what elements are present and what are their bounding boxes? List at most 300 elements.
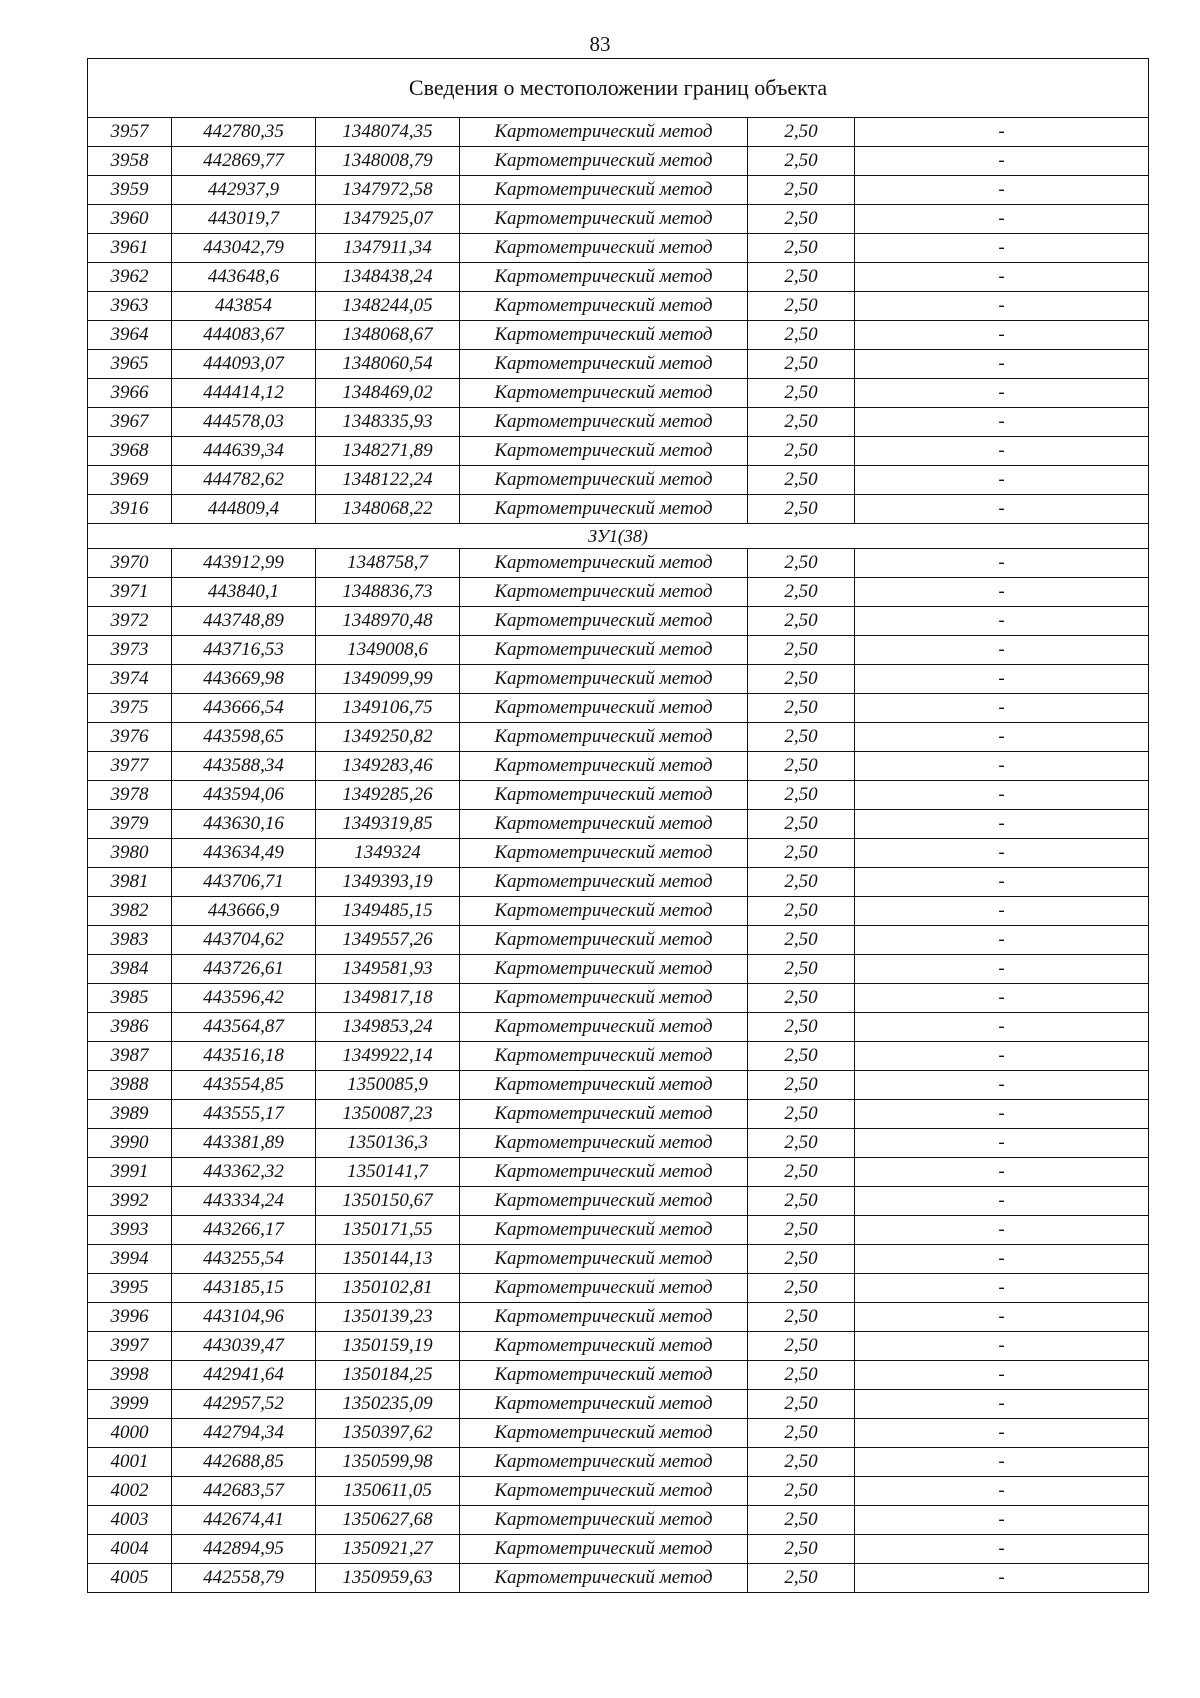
point-number-cell: 3957 bbox=[88, 118, 172, 147]
table-row bbox=[88, 321, 1149, 350]
accuracy-cell: 2,50 bbox=[748, 636, 855, 665]
method-cell: Картометрический метод bbox=[460, 665, 748, 694]
point-number-cell: 3967 bbox=[88, 408, 172, 437]
description-cell: - bbox=[855, 1187, 1149, 1216]
table-row bbox=[88, 263, 1149, 292]
description-cell: - bbox=[855, 321, 1149, 350]
x-coordinate-cell: 443362,32 bbox=[172, 1158, 316, 1187]
y-coordinate-cell: 1350139,23 bbox=[316, 1303, 460, 1332]
description-cell: - bbox=[855, 205, 1149, 234]
table-row bbox=[88, 466, 1149, 495]
table-row bbox=[88, 1158, 1149, 1187]
description-cell: - bbox=[855, 1100, 1149, 1129]
point-number-cell: 3991 bbox=[88, 1158, 172, 1187]
accuracy-cell: 2,50 bbox=[748, 1071, 855, 1100]
method-cell: Картометрический метод bbox=[460, 1187, 748, 1216]
method-cell: Картометрический метод bbox=[460, 549, 748, 578]
method-cell: Картометрический метод bbox=[460, 926, 748, 955]
description-cell: - bbox=[855, 868, 1149, 897]
table-row bbox=[88, 437, 1149, 466]
x-coordinate-cell: 442894,95 bbox=[172, 1535, 316, 1564]
x-coordinate-cell: 442869,77 bbox=[172, 147, 316, 176]
x-coordinate-cell: 443598,65 bbox=[172, 723, 316, 752]
table-row bbox=[88, 1448, 1149, 1477]
y-coordinate-cell: 1350397,62 bbox=[316, 1419, 460, 1448]
accuracy-cell: 2,50 bbox=[748, 1303, 855, 1332]
accuracy-cell: 2,50 bbox=[748, 176, 855, 205]
x-coordinate-cell: 443666,54 bbox=[172, 694, 316, 723]
table-row bbox=[88, 752, 1149, 781]
table-row bbox=[88, 1506, 1149, 1535]
y-coordinate-cell: 1348060,54 bbox=[316, 350, 460, 379]
description-cell: - bbox=[855, 1158, 1149, 1187]
y-coordinate-cell: 1350159,19 bbox=[316, 1332, 460, 1361]
point-number-cell: 3961 bbox=[88, 234, 172, 263]
table-row bbox=[88, 578, 1149, 607]
x-coordinate-cell: 443019,7 bbox=[172, 205, 316, 234]
y-coordinate-cell: 1350141,7 bbox=[316, 1158, 460, 1187]
method-cell: Картометрический метод bbox=[460, 839, 748, 868]
x-coordinate-cell: 443596,42 bbox=[172, 984, 316, 1013]
point-number-cell: 4003 bbox=[88, 1506, 172, 1535]
y-coordinate-cell: 1350102,81 bbox=[316, 1274, 460, 1303]
y-coordinate-cell: 1349557,26 bbox=[316, 926, 460, 955]
table-row bbox=[88, 549, 1149, 578]
y-coordinate-cell: 1348271,89 bbox=[316, 437, 460, 466]
description-cell: - bbox=[855, 1390, 1149, 1419]
accuracy-cell: 2,50 bbox=[748, 1332, 855, 1361]
y-coordinate-cell: 1348074,35 bbox=[316, 118, 460, 147]
method-cell: Картометрический метод bbox=[460, 495, 748, 524]
table-row bbox=[88, 176, 1149, 205]
table-body bbox=[88, 59, 1149, 1593]
x-coordinate-cell: 443669,98 bbox=[172, 665, 316, 694]
table-row bbox=[88, 147, 1149, 176]
point-number-cell: 3997 bbox=[88, 1332, 172, 1361]
table-row bbox=[88, 408, 1149, 437]
section-label: ЗУ1(38) bbox=[88, 524, 1149, 549]
x-coordinate-cell: 443334,24 bbox=[172, 1187, 316, 1216]
point-number-cell: 3970 bbox=[88, 549, 172, 578]
accuracy-cell: 2,50 bbox=[748, 1564, 855, 1593]
description-cell: - bbox=[855, 1564, 1149, 1593]
table-row bbox=[88, 1216, 1149, 1245]
y-coordinate-cell: 1350599,98 bbox=[316, 1448, 460, 1477]
y-coordinate-cell: 1350144,13 bbox=[316, 1245, 460, 1274]
table-row bbox=[88, 1477, 1149, 1506]
accuracy-cell: 2,50 bbox=[748, 1390, 855, 1419]
table-row bbox=[88, 810, 1149, 839]
point-number-cell: 3999 bbox=[88, 1390, 172, 1419]
x-coordinate-cell: 443039,47 bbox=[172, 1332, 316, 1361]
accuracy-cell: 2,50 bbox=[748, 868, 855, 897]
method-cell: Картометрический метод bbox=[460, 176, 748, 205]
method-cell: Картометрический метод bbox=[460, 1303, 748, 1332]
x-coordinate-cell: 444093,07 bbox=[172, 350, 316, 379]
x-coordinate-cell: 444782,62 bbox=[172, 466, 316, 495]
x-coordinate-cell: 444639,34 bbox=[172, 437, 316, 466]
table-row bbox=[88, 1390, 1149, 1419]
method-cell: Картометрический метод bbox=[460, 1129, 748, 1158]
method-cell: Картометрический метод bbox=[460, 466, 748, 495]
description-cell: - bbox=[855, 1506, 1149, 1535]
x-coordinate-cell: 443912,99 bbox=[172, 549, 316, 578]
x-coordinate-cell: 444578,03 bbox=[172, 408, 316, 437]
point-number-cell: 3966 bbox=[88, 379, 172, 408]
point-number-cell: 3979 bbox=[88, 810, 172, 839]
point-number-cell: 3984 bbox=[88, 955, 172, 984]
method-cell: Картометрический метод bbox=[460, 1419, 748, 1448]
x-coordinate-cell: 443726,61 bbox=[172, 955, 316, 984]
section-header-row bbox=[88, 524, 1149, 549]
description-cell: - bbox=[855, 1535, 1149, 1564]
y-coordinate-cell: 1349319,85 bbox=[316, 810, 460, 839]
point-number-cell: 3974 bbox=[88, 665, 172, 694]
method-cell: Картометрический метод bbox=[460, 955, 748, 984]
description-cell: - bbox=[855, 292, 1149, 321]
description-cell: - bbox=[855, 1477, 1149, 1506]
accuracy-cell: 2,50 bbox=[748, 665, 855, 694]
method-cell: Картометрический метод bbox=[460, 118, 748, 147]
accuracy-cell: 2,50 bbox=[748, 752, 855, 781]
method-cell: Картометрический метод bbox=[460, 1390, 748, 1419]
description-cell: - bbox=[855, 578, 1149, 607]
y-coordinate-cell: 1347925,07 bbox=[316, 205, 460, 234]
accuracy-cell: 2,50 bbox=[748, 205, 855, 234]
table-row bbox=[88, 1564, 1149, 1593]
x-coordinate-cell: 443840,1 bbox=[172, 578, 316, 607]
method-cell: Картометрический метод bbox=[460, 1448, 748, 1477]
table-row bbox=[88, 636, 1149, 665]
method-cell: Картометрический метод bbox=[460, 1013, 748, 1042]
table-row bbox=[88, 1303, 1149, 1332]
y-coordinate-cell: 1347972,58 bbox=[316, 176, 460, 205]
point-number-cell: 3996 bbox=[88, 1303, 172, 1332]
point-number-cell: 3988 bbox=[88, 1071, 172, 1100]
table-row bbox=[88, 1071, 1149, 1100]
description-cell: - bbox=[855, 1303, 1149, 1332]
x-coordinate-cell: 443564,87 bbox=[172, 1013, 316, 1042]
x-coordinate-cell: 443266,17 bbox=[172, 1216, 316, 1245]
table-row bbox=[88, 781, 1149, 810]
x-coordinate-cell: 443185,15 bbox=[172, 1274, 316, 1303]
y-coordinate-cell: 1350184,25 bbox=[316, 1361, 460, 1390]
method-cell: Картометрический метод bbox=[460, 1506, 748, 1535]
y-coordinate-cell: 1350921,27 bbox=[316, 1535, 460, 1564]
accuracy-cell: 2,50 bbox=[748, 549, 855, 578]
accuracy-cell: 2,50 bbox=[748, 1535, 855, 1564]
y-coordinate-cell: 1350627,68 bbox=[316, 1506, 460, 1535]
table-row bbox=[88, 205, 1149, 234]
accuracy-cell: 2,50 bbox=[748, 466, 855, 495]
point-number-cell: 3972 bbox=[88, 607, 172, 636]
point-number-cell: 3990 bbox=[88, 1129, 172, 1158]
accuracy-cell: 2,50 bbox=[748, 1448, 855, 1477]
accuracy-cell: 2,50 bbox=[748, 839, 855, 868]
table-row bbox=[88, 984, 1149, 1013]
x-coordinate-cell: 442674,41 bbox=[172, 1506, 316, 1535]
y-coordinate-cell: 1348836,73 bbox=[316, 578, 460, 607]
point-number-cell: 3960 bbox=[88, 205, 172, 234]
table-row bbox=[88, 955, 1149, 984]
accuracy-cell: 2,50 bbox=[748, 292, 855, 321]
point-number-cell: 4001 bbox=[88, 1448, 172, 1477]
method-cell: Картометрический метод bbox=[460, 752, 748, 781]
table-row bbox=[88, 1419, 1149, 1448]
table-row bbox=[88, 1013, 1149, 1042]
y-coordinate-cell: 1350150,67 bbox=[316, 1187, 460, 1216]
x-coordinate-cell: 443042,79 bbox=[172, 234, 316, 263]
point-number-cell: 3995 bbox=[88, 1274, 172, 1303]
description-cell: - bbox=[855, 636, 1149, 665]
description-cell: - bbox=[855, 1448, 1149, 1477]
description-cell: - bbox=[855, 694, 1149, 723]
method-cell: Картометрический метод bbox=[460, 1042, 748, 1071]
description-cell: - bbox=[855, 1071, 1149, 1100]
description-cell: - bbox=[855, 926, 1149, 955]
accuracy-cell: 2,50 bbox=[748, 1042, 855, 1071]
accuracy-cell: 2,50 bbox=[748, 897, 855, 926]
method-cell: Картометрический метод bbox=[460, 379, 748, 408]
y-coordinate-cell: 1349008,6 bbox=[316, 636, 460, 665]
description-cell: - bbox=[855, 350, 1149, 379]
point-number-cell: 3977 bbox=[88, 752, 172, 781]
description-cell: - bbox=[855, 723, 1149, 752]
table-row bbox=[88, 1274, 1149, 1303]
description-cell: - bbox=[855, 781, 1149, 810]
accuracy-cell: 2,50 bbox=[748, 350, 855, 379]
table-title: Сведения о местоположении границ объекта bbox=[88, 59, 1149, 118]
boundary-coordinates-table bbox=[87, 58, 1149, 1593]
accuracy-cell: 2,50 bbox=[748, 234, 855, 263]
accuracy-cell: 2,50 bbox=[748, 437, 855, 466]
x-coordinate-cell: 444083,67 bbox=[172, 321, 316, 350]
y-coordinate-cell: 1349285,26 bbox=[316, 781, 460, 810]
y-coordinate-cell: 1349250,82 bbox=[316, 723, 460, 752]
point-number-cell: 3986 bbox=[88, 1013, 172, 1042]
description-cell: - bbox=[855, 1361, 1149, 1390]
method-cell: Картометрический метод bbox=[460, 1100, 748, 1129]
y-coordinate-cell: 1350171,55 bbox=[316, 1216, 460, 1245]
accuracy-cell: 2,50 bbox=[748, 1419, 855, 1448]
method-cell: Картометрический метод bbox=[460, 1332, 748, 1361]
point-number-cell: 4004 bbox=[88, 1535, 172, 1564]
point-number-cell: 3985 bbox=[88, 984, 172, 1013]
table-row bbox=[88, 1535, 1149, 1564]
accuracy-cell: 2,50 bbox=[748, 147, 855, 176]
description-cell: - bbox=[855, 437, 1149, 466]
accuracy-cell: 2,50 bbox=[748, 379, 855, 408]
table-row bbox=[88, 1332, 1149, 1361]
point-number-cell: 3976 bbox=[88, 723, 172, 752]
description-cell: - bbox=[855, 665, 1149, 694]
x-coordinate-cell: 444809,4 bbox=[172, 495, 316, 524]
point-number-cell: 3978 bbox=[88, 781, 172, 810]
method-cell: Картометрический метод bbox=[460, 578, 748, 607]
x-coordinate-cell: 443854 bbox=[172, 292, 316, 321]
point-number-cell: 3964 bbox=[88, 321, 172, 350]
point-number-cell: 3965 bbox=[88, 350, 172, 379]
accuracy-cell: 2,50 bbox=[748, 1274, 855, 1303]
x-coordinate-cell: 443630,16 bbox=[172, 810, 316, 839]
description-cell: - bbox=[855, 147, 1149, 176]
y-coordinate-cell: 1348244,05 bbox=[316, 292, 460, 321]
table-row bbox=[88, 234, 1149, 263]
table-row bbox=[88, 1187, 1149, 1216]
point-number-cell: 4005 bbox=[88, 1564, 172, 1593]
description-cell: - bbox=[855, 176, 1149, 205]
point-number-cell: 3982 bbox=[88, 897, 172, 926]
table-row bbox=[88, 292, 1149, 321]
method-cell: Картометрический метод bbox=[460, 1535, 748, 1564]
y-coordinate-cell: 1349853,24 bbox=[316, 1013, 460, 1042]
description-cell: - bbox=[855, 1042, 1149, 1071]
y-coordinate-cell: 1349324 bbox=[316, 839, 460, 868]
accuracy-cell: 2,50 bbox=[748, 926, 855, 955]
accuracy-cell: 2,50 bbox=[748, 1506, 855, 1535]
point-number-cell: 3994 bbox=[88, 1245, 172, 1274]
table-row bbox=[88, 118, 1149, 147]
method-cell: Картометрический метод bbox=[460, 1361, 748, 1390]
point-number-cell: 3962 bbox=[88, 263, 172, 292]
table-row bbox=[88, 1100, 1149, 1129]
accuracy-cell: 2,50 bbox=[748, 1245, 855, 1274]
x-coordinate-cell: 443555,17 bbox=[172, 1100, 316, 1129]
description-cell: - bbox=[855, 752, 1149, 781]
x-coordinate-cell: 443634,49 bbox=[172, 839, 316, 868]
point-number-cell: 3980 bbox=[88, 839, 172, 868]
table-row bbox=[88, 868, 1149, 897]
point-number-cell: 3993 bbox=[88, 1216, 172, 1245]
description-cell: - bbox=[855, 1419, 1149, 1448]
x-coordinate-cell: 443104,96 bbox=[172, 1303, 316, 1332]
y-coordinate-cell: 1349099,99 bbox=[316, 665, 460, 694]
description-cell: - bbox=[855, 955, 1149, 984]
point-number-cell: 4002 bbox=[88, 1477, 172, 1506]
method-cell: Картометрический метод bbox=[460, 147, 748, 176]
description-cell: - bbox=[855, 549, 1149, 578]
y-coordinate-cell: 1348122,24 bbox=[316, 466, 460, 495]
accuracy-cell: 2,50 bbox=[748, 607, 855, 636]
table-row bbox=[88, 1042, 1149, 1071]
point-number-cell: 3959 bbox=[88, 176, 172, 205]
description-cell: - bbox=[855, 408, 1149, 437]
description-cell: - bbox=[855, 810, 1149, 839]
description-cell: - bbox=[855, 1013, 1149, 1042]
point-number-cell: 3987 bbox=[88, 1042, 172, 1071]
y-coordinate-cell: 1350611,05 bbox=[316, 1477, 460, 1506]
accuracy-cell: 2,50 bbox=[748, 810, 855, 839]
point-number-cell: 3992 bbox=[88, 1187, 172, 1216]
accuracy-cell: 2,50 bbox=[748, 1100, 855, 1129]
x-coordinate-cell: 442941,64 bbox=[172, 1361, 316, 1390]
point-number-cell: 3963 bbox=[88, 292, 172, 321]
x-coordinate-cell: 442794,34 bbox=[172, 1419, 316, 1448]
description-cell: - bbox=[855, 379, 1149, 408]
method-cell: Картометрический метод bbox=[460, 984, 748, 1013]
y-coordinate-cell: 1349393,19 bbox=[316, 868, 460, 897]
accuracy-cell: 2,50 bbox=[748, 1216, 855, 1245]
method-cell: Картометрический метод bbox=[460, 781, 748, 810]
y-coordinate-cell: 1349817,18 bbox=[316, 984, 460, 1013]
method-cell: Картометрический метод bbox=[460, 205, 748, 234]
x-coordinate-cell: 442688,85 bbox=[172, 1448, 316, 1477]
y-coordinate-cell: 1348469,02 bbox=[316, 379, 460, 408]
accuracy-cell: 2,50 bbox=[748, 263, 855, 292]
y-coordinate-cell: 1349283,46 bbox=[316, 752, 460, 781]
point-number-cell: 3968 bbox=[88, 437, 172, 466]
method-cell: Картометрический метод bbox=[460, 1274, 748, 1303]
accuracy-cell: 2,50 bbox=[748, 1129, 855, 1158]
table-row bbox=[88, 1361, 1149, 1390]
y-coordinate-cell: 1348008,79 bbox=[316, 147, 460, 176]
x-coordinate-cell: 443666,9 bbox=[172, 897, 316, 926]
x-coordinate-cell: 443748,89 bbox=[172, 607, 316, 636]
point-number-cell: 3998 bbox=[88, 1361, 172, 1390]
method-cell: Картометрический метод bbox=[460, 234, 748, 263]
accuracy-cell: 2,50 bbox=[748, 1477, 855, 1506]
table-row bbox=[88, 694, 1149, 723]
method-cell: Картометрический метод bbox=[460, 263, 748, 292]
accuracy-cell: 2,50 bbox=[748, 321, 855, 350]
y-coordinate-cell: 1350136,3 bbox=[316, 1129, 460, 1158]
x-coordinate-cell: 442957,52 bbox=[172, 1390, 316, 1419]
accuracy-cell: 2,50 bbox=[748, 781, 855, 810]
x-coordinate-cell: 444414,12 bbox=[172, 379, 316, 408]
y-coordinate-cell: 1349922,14 bbox=[316, 1042, 460, 1071]
x-coordinate-cell: 442558,79 bbox=[172, 1564, 316, 1593]
method-cell: Картометрический метод bbox=[460, 897, 748, 926]
accuracy-cell: 2,50 bbox=[748, 1361, 855, 1390]
x-coordinate-cell: 443648,6 bbox=[172, 263, 316, 292]
description-cell: - bbox=[855, 839, 1149, 868]
y-coordinate-cell: 1350959,63 bbox=[316, 1564, 460, 1593]
point-number-cell: 3981 bbox=[88, 868, 172, 897]
x-coordinate-cell: 442937,9 bbox=[172, 176, 316, 205]
description-cell: - bbox=[855, 607, 1149, 636]
point-number-cell: 3971 bbox=[88, 578, 172, 607]
description-cell: - bbox=[855, 495, 1149, 524]
table-row bbox=[88, 607, 1149, 636]
y-coordinate-cell: 1347911,34 bbox=[316, 234, 460, 263]
accuracy-cell: 2,50 bbox=[748, 408, 855, 437]
method-cell: Картометрический метод bbox=[460, 321, 748, 350]
accuracy-cell: 2,50 bbox=[748, 1158, 855, 1187]
y-coordinate-cell: 1348068,22 bbox=[316, 495, 460, 524]
accuracy-cell: 2,50 bbox=[748, 984, 855, 1013]
x-coordinate-cell: 443516,18 bbox=[172, 1042, 316, 1071]
method-cell: Картометрический метод bbox=[460, 437, 748, 466]
method-cell: Картометрический метод bbox=[460, 607, 748, 636]
accuracy-cell: 2,50 bbox=[748, 578, 855, 607]
method-cell: Картометрический метод bbox=[460, 350, 748, 379]
y-coordinate-cell: 1349106,75 bbox=[316, 694, 460, 723]
method-cell: Картометрический метод bbox=[460, 1245, 748, 1274]
table-row bbox=[88, 1129, 1149, 1158]
point-number-cell: 3916 bbox=[88, 495, 172, 524]
description-cell: - bbox=[855, 118, 1149, 147]
method-cell: Картометрический метод bbox=[460, 694, 748, 723]
table-row bbox=[88, 926, 1149, 955]
description-cell: - bbox=[855, 1245, 1149, 1274]
table-row bbox=[88, 897, 1149, 926]
table-row bbox=[88, 665, 1149, 694]
y-coordinate-cell: 1348068,67 bbox=[316, 321, 460, 350]
y-coordinate-cell: 1349581,93 bbox=[316, 955, 460, 984]
description-cell: - bbox=[855, 234, 1149, 263]
y-coordinate-cell: 1350235,09 bbox=[316, 1390, 460, 1419]
y-coordinate-cell: 1348335,93 bbox=[316, 408, 460, 437]
